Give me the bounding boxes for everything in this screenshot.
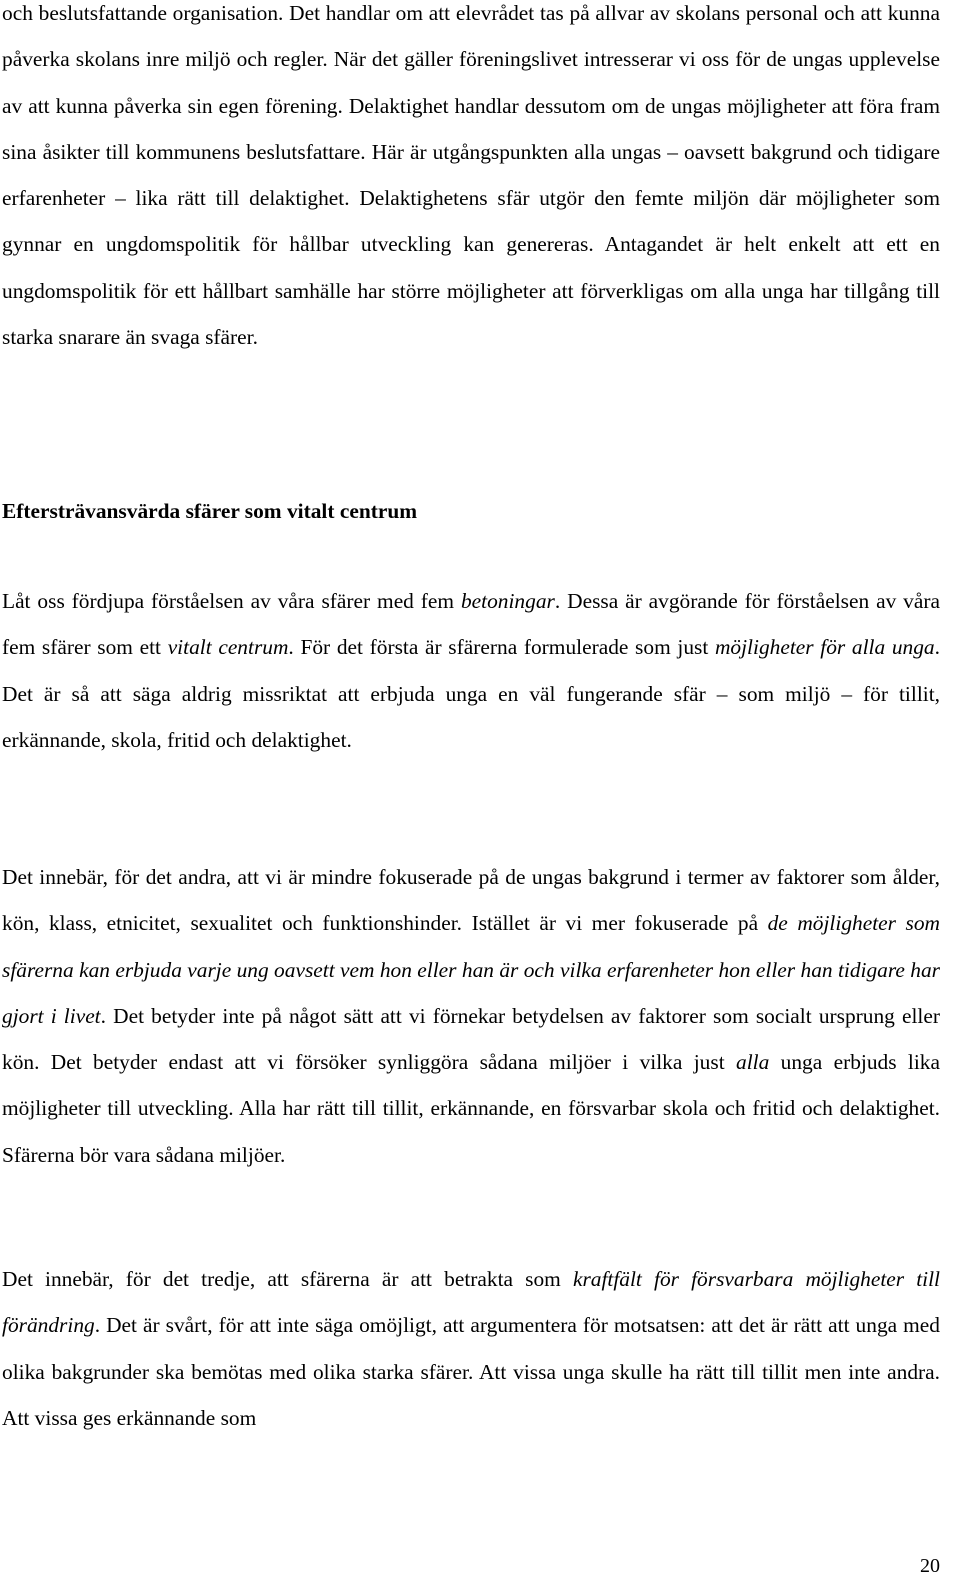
emphasis-kraftfalt: kraftfält för försvarbara möjligheter till förändring	[2, 1267, 940, 1338]
emphasis-mojligheter-sfarerna: de möjligheter som sfärerna kan erbjuda varje ung oavsett vem hon eller han är och vilka erfarenheter hon eller han tidigare har gjort i livet	[2, 911, 940, 1028]
text-run: Det innebär, för det tredje, att sfärerna är att betrakta som	[2, 1267, 573, 1291]
text-run: . Det är svårt, för att inte säga omöjligt, att argumentera för motsatsen: att det är rätt att unga med olika bakgrunder ska bemötas med olika starka sfärer. Att vissa unga skulle ha rätt till tillit men inte andra. Att vissa ges erkännande som	[2, 1313, 940, 1430]
text-run: Det innebär, för det andra, att vi är mindre fokuserade på de ungas bakgrund i termer av faktorer som ålder, kön, klass, etnicitet, sexualitet och funktionshinder. Istället är vi mer fokuserade på	[2, 865, 940, 936]
text-run: . För det första är sfärerna formulerade som just	[288, 635, 715, 660]
paragraph-delaktighet: och beslutsfattande organisation. Det handlar om att elevrådet tas på allvar av skolans personal och att kunna påverka skolans inre miljö och regler. När det gäller föreningslivet intresserar vi oss för de ungas upplevelse av att kunna påverka sin egen förening. Delaktighet handlar dessutom om de ungas möjligheter att föra fram sina åsikter till kommunens beslutsfattare. Här är utgångspunkten alla ungas – oavsett bakgrund och tidigare erfarenheter – lika rätt till delaktighet. Delaktighetens sfär utgör den femte miljön där möjligheter som gynnar en ungdomspolitik för hållbar utveckling kan genereras. Antagandet är helt enkelt att ett en ungdomspolitik för ett hållbart samhälle har större möjligheter att förverkligas om alla unga har tillgång till starka snarare än svaga sfärer.	[2, 1, 940, 350]
paragraph-det-tredje	[2, 1256, 940, 1441]
emphasis-mojligheter: möjligheter för alla unga	[714, 635, 935, 660]
emphasis-vitalt-centrum: vitalt centrum	[167, 635, 289, 660]
emphasis-alla: alla	[736, 1050, 770, 1075]
text-run: . Det är så att säga aldrig missriktat att erbjuda unga en väl fungerande sfär – som miljö – för tillit, erkännande, skola, fritid och delaktighet.	[2, 635, 940, 752]
paragraph-betoningar	[2, 578, 940, 763]
section-heading: Eftersträvansvärda sfärer som vitalt centrum	[2, 499, 418, 523]
page-number: 20	[920, 1555, 940, 1577]
paragraph-det-andra	[2, 854, 940, 1178]
text-run: . Dessa är avgörande för förståelsen av våra fem sfärer som ett	[2, 589, 940, 660]
text-run: unga erbjuds lika möjligheter till utveckling. Alla har rätt till tillit, erkännande, en försvarbar skola och fritid och delaktighet. Sfärerna bör vara sådana miljöer.	[2, 1050, 940, 1167]
text-run: . Det betyder inte på något sätt att vi förnekar betydelsen av faktorer som socialt ursprung eller kön. Det betyder endast att vi försöker synliggöra sådana miljöer i vilka just	[2, 1003, 940, 1075]
text-run: Låt oss fördjupa förståelsen av våra sfärer med fem	[2, 589, 461, 613]
emphasis-betoningar: betoningar	[460, 589, 555, 613]
